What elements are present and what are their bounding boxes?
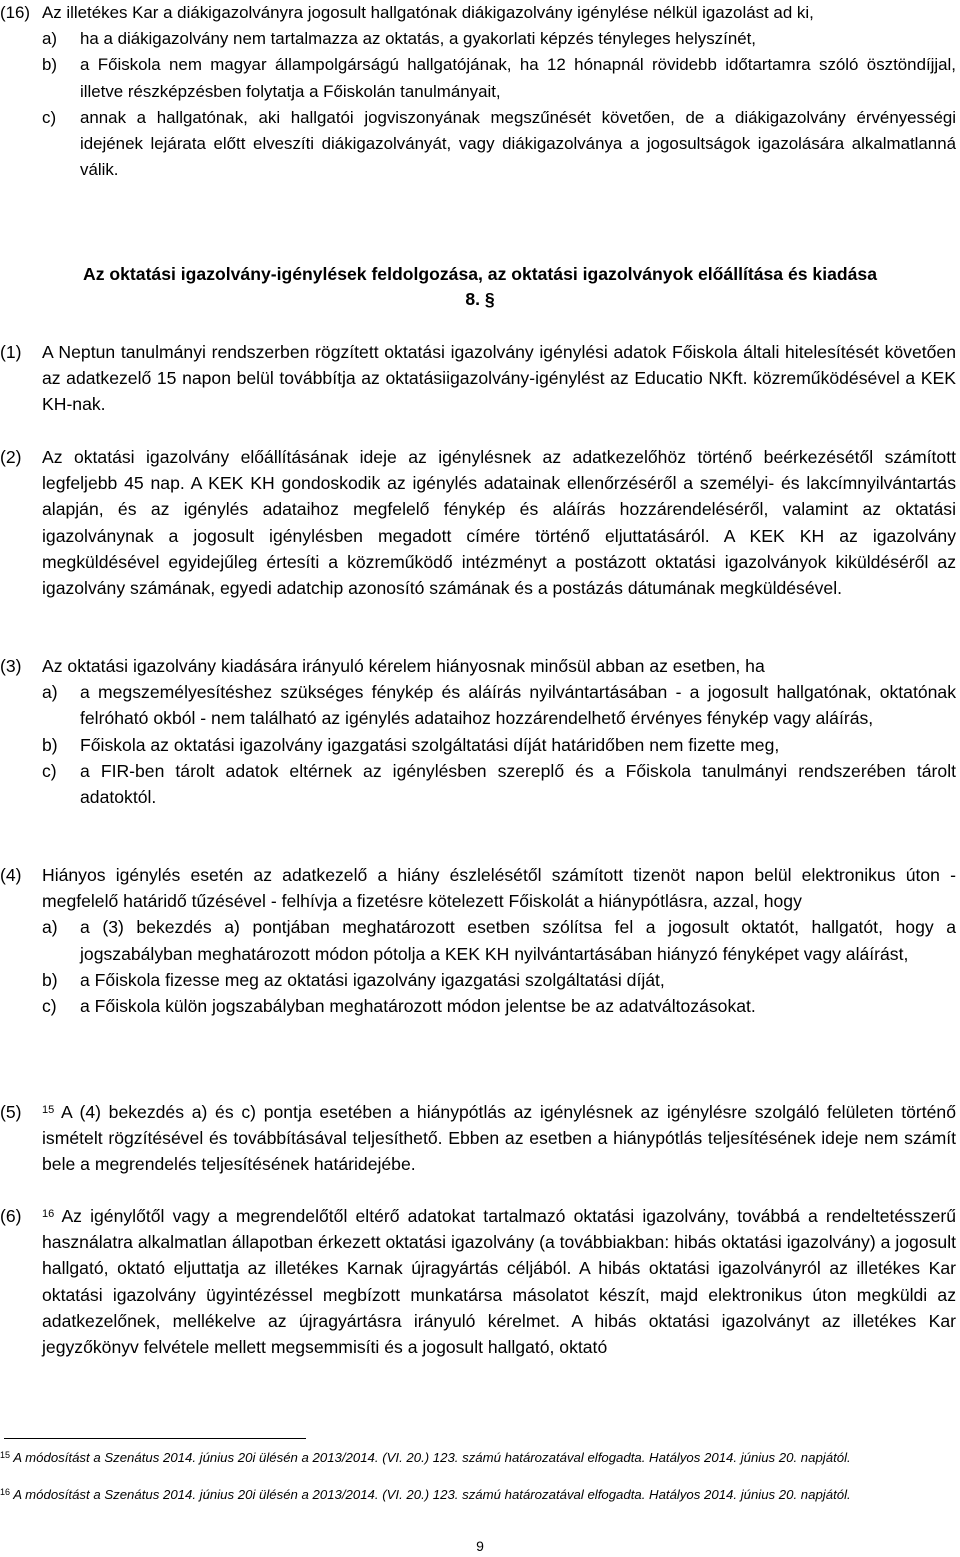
list-item (42, 914, 956, 966)
list-item-text: annak a hallgatónak, aki hallgatói jogviszonyának megszűnését követően, de a diákigazolvány érvényességi idejének lejárata előtt elveszíti diákigazolványát, vagy diákigazolványa a jogosultságok igazolására alkalmatlanná válik. (80, 107, 956, 180)
paragraph-number: (2) (0, 447, 22, 467)
list-item-text: Főiskola az oktatási igazolvány igazgatási szolgáltatási díját határidőben nem fizette meg, (80, 734, 780, 755)
footnote-text: A módosítást a Szenátus 2014. június 20i ülésén a 2013/2014. (VI. 20.) 123. számú határozatával elfogadta. Hatályos 2014. június 20. napjától. (13, 1450, 851, 1465)
paragraph-number: (4) (0, 865, 22, 885)
list-item-label: c) (42, 760, 57, 781)
list-item-label: a) (42, 917, 58, 938)
footnote-number: 15 (0, 1450, 11, 1460)
footnote-reference[interactable]: 16 (42, 1208, 55, 1220)
list-item (42, 758, 956, 810)
paragraph-1 (0, 339, 956, 418)
list-item-text: a FIR-ben tárolt adatok eltérnek az igénylésben szereplő és a Főiskola tanulmányi rendszerében tárolt adatoktól. (80, 760, 956, 808)
list-item (42, 679, 956, 731)
footnote-15 (0, 1449, 956, 1467)
list-item-label: c) (42, 996, 57, 1017)
paragraph-number: (16) (0, 3, 31, 22)
list-item-text: a megszemélyesítéshez szükséges fénykép és aláírás nyilvántartásában - a jogosult hallgatónak, oktatónak felróható okból - nem található az igénylés adataihoz hozzárendelhető érvényes fénykép vagy aláírás, (80, 682, 956, 729)
paragraph-body (42, 1099, 956, 1178)
list-item (42, 52, 956, 104)
paragraph-2 (0, 444, 956, 601)
page-number: 9 (476, 1538, 484, 1554)
paragraph-5 (0, 1099, 956, 1178)
paragraph-number: (5) (0, 1102, 22, 1122)
list-item-text: a (3) bekezdés a) pontjában meghatározott esetben szólítsa fel a jogosult oktatót, hallgatót, hogy a jogszabályban meghatározott módon pótolja a KEK KH nyilvántartásában hiányzó fényképet vagy aláírást, (80, 917, 956, 964)
list-item-text: a Főiskola nem magyar állampolgárságú hallgatójának, ha 12 hónapnál rövidebb időtartamra szóló ösztöndíjjal, illetve részképzésben folytatja a Főiskolán tanulmányait, (80, 55, 956, 101)
paragraph-body (42, 1203, 956, 1360)
paragraph-number: (1) (0, 342, 22, 362)
paragraph-number: (3) (0, 656, 22, 676)
paragraph-4 (0, 862, 956, 1019)
list-item-text: ha a diákigazolvány nem tartalmazza az oktatás, a gyakorlati képzés tényleges helyszínét, (80, 29, 756, 49)
list-item (42, 732, 956, 758)
list-item (42, 26, 956, 52)
paragraph-intro: Hiányos igénylés esetén az adatkezelő a hiány észlelésétől számított tizenöt napon belül elektronikus úton - megfelelő határidő tűzésével - felhívja a fizetésre kötelezett Főiskolát a hiánypótlásra, azzal, hogy (42, 865, 956, 912)
list-item-label: a) (42, 29, 58, 49)
paragraph-body (42, 862, 956, 1019)
list-item-label: c) (42, 107, 57, 127)
list-item-label: b) (42, 734, 58, 755)
list-item-text: a Főiskola külön jogszabályban meghatározott módon jelentse be az adatváltozásokat. (80, 996, 756, 1017)
list-item-label: b) (42, 55, 58, 75)
paragraph-3 (0, 653, 956, 810)
paragraph-body (42, 653, 956, 810)
footnote-number: 16 (0, 1487, 11, 1497)
paragraph-number: (6) (0, 1206, 22, 1226)
paragraph-6 (0, 1203, 956, 1360)
list-item (42, 993, 956, 1019)
list-item (42, 967, 956, 993)
paragraph-intro: Az oktatási igazolvány kiadására irányuló kérelem hiányosnak minősül abban az esetben, ha (42, 656, 765, 676)
footnote-text: A módosítást a Szenátus 2014. június 20i ülésén a 2013/2014. (VI. 20.) 123. számú határozatával elfogadta. Hatályos 2014. június 20. napjától. (13, 1487, 851, 1502)
paragraph-text: Az igénylőtől vagy a megrendelőtől eltérő adatokat tartalmazó oktatási igazolvány, továbbá a rendeltetésszerű használatra alkalmatlan állapotban érkezett oktatási igazolvány (a továbbiakban: hibás oktatási igazolvány) a jogosult hallgató, oktató eljuttatja az illetékes Karnak újragyártás céljából. A hibás oktatási igazolványról az illetékes Kar oktatási igazolvány ügyintézéssel megbízott munkatársa másolatot készít, majd elektronikus úton megküldi az adatkezelőnek, mellékelve az újragyártásra irányuló kérelmet. A hibás oktatási igazolványt az illetékes Kar jegyzőkönyv felvétele mellett megsemmisíti és a jogosult hallgató, oktató (42, 1206, 956, 1358)
paragraph-body (42, 0, 956, 183)
footnote-separator (4, 1438, 306, 1439)
list-item-label: b) (42, 969, 58, 990)
list-item-text: a Főiskola fizesse meg az oktatási igazolvány igazgatási szolgáltatási díját, (80, 969, 665, 990)
paragraph-body: Az oktatási igazolvány előállításának ideje az igénylésnek az adatkezelőhöz történő beérkezésétől számított legfeljebb 45 nap. A KEK KH gondoskodik az igénylés adatainak ellenőrzéséről a személyi- és lakcímnyilvántartás alapján, és az igénylés adataihoz megfelelő fénykép és aláírás hozzárendeléséről, valamint az oktatási igazolványnak a jogosult igénylésben megadott címére történő eljuttatásáról. A KEK KH az igazolvány megküldésével egyidejűleg értesíti a közreműködő intézményt a postázott oktatási igazolványok kiküldéséről az igazolvány számának, egyedi adatchip azonosító számának és a postázás dátumának megküldésével. (42, 447, 956, 599)
paragraph-16 (0, 0, 956, 183)
section-heading: Az oktatási igazolvány-igénylések feldolgozása, az oktatási igazolványok előállítása és kiadása (83, 264, 877, 284)
paragraph-text: A (4) bekezdés a) és c) pontja esetében a hiánypótlás az igénylésnek az igénylésre szolgáló felületen történő ismételt rögzítésével és továbbításával teljesíthető. Ebben az esetben a hiánypótlás teljesítésének ideje nem számít bele a megrendelés teljesítésének határidejébe. (42, 1102, 956, 1175)
list-item (42, 105, 956, 184)
paragraph-intro: Az illetékes Kar a diákigazolványra jogosult hallgatónak diákigazolvány igénylése nélkül igazolást ad ki, (42, 3, 814, 22)
paragraph-body: A Neptun tanulmányi rendszerben rögzített oktatási igazolvány igénylési adatok Főiskola általi hitelesítését követően az adatkezelő 15 napon belül továbbítja az oktatásiigazolvány-igénylést az Educatio NKft. közreműködésével a KEK KH-nak. (42, 342, 956, 415)
footnote-16 (0, 1486, 956, 1504)
section-number: 8. § (465, 289, 495, 309)
footnote-reference[interactable]: 15 (42, 1104, 55, 1116)
list-item-label: a) (42, 682, 58, 703)
